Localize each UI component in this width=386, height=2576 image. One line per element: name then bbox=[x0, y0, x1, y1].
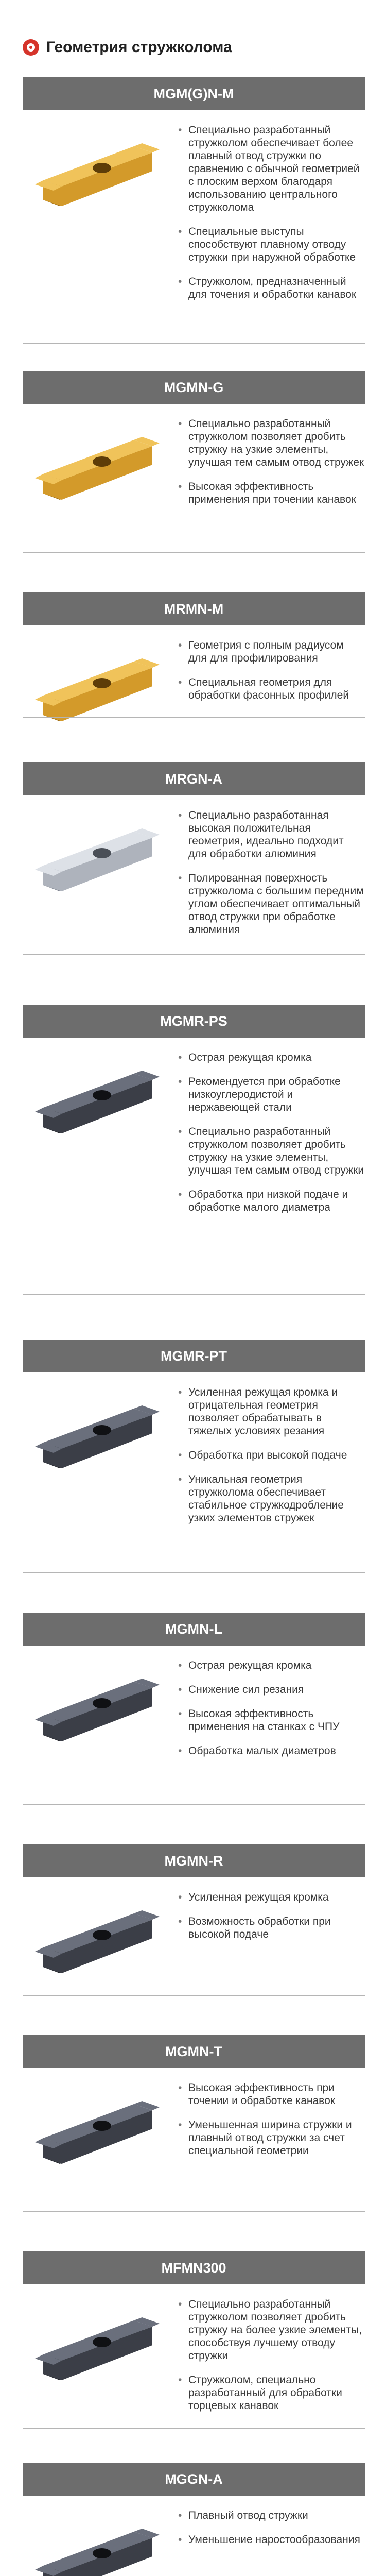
section-mgmr-pt bbox=[23, 1340, 365, 1577]
feature-list bbox=[177, 2284, 365, 2424]
section-title: MRMN-M bbox=[164, 601, 224, 617]
gold-grooving-insert-icon bbox=[23, 625, 177, 713]
feature-item: • Уменьшенная ширина стружки и плавный отвод стружки за счет специальной геометрии bbox=[177, 2119, 365, 2157]
section-title: MRGN-A bbox=[165, 771, 222, 787]
section-divider bbox=[23, 1995, 365, 1996]
section-body bbox=[23, 1877, 365, 1952]
section-mgmn-t bbox=[23, 2035, 365, 2215]
section-title-bar bbox=[23, 762, 365, 795]
section-mggn-a bbox=[23, 2463, 365, 2546]
gold-grooving-insert-icon bbox=[23, 110, 177, 312]
section-title: MGMR-PS bbox=[160, 1013, 227, 1029]
feature-item: • Специально разработанный стружколом обеспечивает более плавный отвод стружки по сравнению с обычной геометрией с плоским верхом благодаря использованию центрального стружколома bbox=[177, 124, 365, 214]
section-title: MGMN-R bbox=[164, 1853, 223, 1869]
dark-grooving-insert-icon bbox=[23, 2284, 177, 2424]
feature-item: • Специально разработанный стружколом позволяет дробить стружку на узкие элементы, улучшая тем самым отвод стружек bbox=[177, 417, 365, 469]
feature-item: • Усиленная режущая кромка bbox=[177, 1891, 365, 1904]
gold-grooving-insert-icon bbox=[23, 404, 177, 517]
section-mrmn-m bbox=[23, 592, 365, 721]
target-bullet-icon bbox=[23, 39, 39, 56]
section-body bbox=[23, 625, 365, 713]
feature-item: • Возможность обработки при высокой подаче bbox=[177, 1915, 365, 1941]
feature-item: • Обработка при высокой подаче bbox=[177, 1449, 365, 1462]
section-title: MGMN-G bbox=[164, 379, 224, 395]
feature-item: • Острая режущая кромка bbox=[177, 1051, 365, 1064]
feature-item: • Снижение сил резания bbox=[177, 1683, 365, 1696]
feature-item: • Усиленная режущая кромка и отрицательная геометрия позволяет обрабатывать в тяжелых условиях резания bbox=[177, 1386, 365, 1437]
dark-grooving-insert-icon bbox=[23, 2496, 177, 2557]
section-mgmn-l bbox=[23, 1613, 365, 1808]
section-divider bbox=[23, 717, 365, 718]
dark-grooving-insert-icon bbox=[23, 1646, 177, 1769]
section-body bbox=[23, 2068, 365, 2168]
feature-item: • Специально разработанный стружколом позволяет дробить стружку на узкие элементы, улучшая тем самым отвод стружки bbox=[177, 1125, 365, 1177]
section-title-bar bbox=[23, 592, 365, 625]
page-header bbox=[23, 37, 232, 58]
section-title-bar bbox=[23, 1613, 365, 1646]
feature-item: • Высокая эффективность применения на станках с ЧПУ bbox=[177, 1707, 365, 1733]
section-mgmr-ps bbox=[23, 1005, 365, 1298]
dark-grooving-insert-icon bbox=[23, 2068, 177, 2168]
section-body bbox=[23, 2496, 365, 2557]
section-mgmn-g bbox=[23, 371, 365, 556]
feature-item: • Высокая эффективность применения при точении канавок bbox=[177, 480, 365, 506]
section-body bbox=[23, 2284, 365, 2424]
section-body bbox=[23, 110, 365, 312]
feature-item: • Рекомендуется при обработке низкоуглеродистой и нержавеющей стали bbox=[177, 1075, 365, 1114]
feature-list bbox=[177, 625, 365, 713]
section-divider bbox=[23, 1804, 365, 1805]
feature-item: • Полированная поверхность стружколома с большим передним углом обеспечивает оптимальный отвод стружки при обработке алюминия bbox=[177, 872, 365, 936]
feature-list bbox=[177, 1372, 365, 1536]
section-title-bar bbox=[23, 1340, 365, 1372]
section-title-bar bbox=[23, 1005, 365, 1038]
section-title-bar bbox=[23, 2035, 365, 2068]
section-mrgn-a bbox=[23, 762, 365, 958]
section-mfmn300 bbox=[23, 2251, 365, 2432]
feature-list bbox=[177, 110, 365, 312]
feature-item: • Обработка при низкой подаче и обработке малого диаметра bbox=[177, 1188, 365, 1214]
section-title: MGMR-PT bbox=[161, 1348, 227, 1364]
feature-list bbox=[177, 795, 365, 947]
section-divider bbox=[23, 343, 365, 344]
section-title: MGGN-A bbox=[165, 2471, 223, 2487]
feature-item: • Обработка малых диаметров bbox=[177, 1744, 365, 1757]
section-body bbox=[23, 1646, 365, 1769]
section-title: MGM(G)N-M bbox=[153, 86, 234, 101]
section-title-bar bbox=[23, 2463, 365, 2496]
section-divider bbox=[23, 954, 365, 955]
dark-grooving-insert-icon bbox=[23, 1038, 177, 1225]
feature-item: • Специальная геометрия для обработки фасонных профилей bbox=[177, 676, 365, 702]
section-title-bar bbox=[23, 371, 365, 404]
section-body bbox=[23, 1372, 365, 1536]
feature-item: • Плавный отвод стружки bbox=[177, 2509, 365, 2522]
feature-item: • Высокая эффективность при точении и обработке канавок bbox=[177, 2081, 365, 2107]
feature-item: • Стружколом, предназначенный для точения и обработки канавок bbox=[177, 275, 365, 301]
dark-grooving-insert-icon bbox=[23, 1877, 177, 1952]
feature-item: • Специально разработанный стружколом позволяет дробить стружку на более узкие элементы, способствуя лучшему отводу стружки bbox=[177, 2298, 365, 2362]
dark-grooving-insert-icon bbox=[23, 1372, 177, 1536]
feature-item: • Уменьшение наростообразования bbox=[177, 2533, 365, 2546]
feature-list bbox=[177, 1877, 365, 1952]
section-divider bbox=[23, 1572, 365, 1573]
section-body bbox=[23, 404, 365, 517]
section-title-bar bbox=[23, 77, 365, 110]
section-title-bar bbox=[23, 2251, 365, 2284]
feature-item: • Геометрия с полным радиусом для для профилирования bbox=[177, 639, 365, 665]
page-title: Геометрия стружколома bbox=[46, 39, 232, 56]
feature-list bbox=[177, 1646, 365, 1769]
section-body bbox=[23, 1038, 365, 1225]
section-body bbox=[23, 795, 365, 947]
feature-list bbox=[177, 2068, 365, 2168]
section-divider bbox=[23, 2211, 365, 2212]
section-mgm-g-n-m bbox=[23, 77, 365, 343]
feature-item: • Стружколом, специально разработанный для обработки торцевых канавок bbox=[177, 2374, 365, 2412]
feature-item: • Уникальная геометрия стружколома обеспечивает стабильное стружкодробление узких элементов стружек bbox=[177, 1473, 365, 1524]
silver-grooving-insert-icon bbox=[23, 795, 177, 947]
section-divider bbox=[23, 2428, 365, 2429]
section-title-bar bbox=[23, 1844, 365, 1877]
feature-item: • Острая режущая кромка bbox=[177, 1659, 365, 1672]
section-mgmn-r bbox=[23, 1844, 365, 1999]
section-title: MGMN-L bbox=[165, 1621, 222, 1637]
section-divider bbox=[23, 1294, 365, 1295]
section-title: MGMN-T bbox=[165, 2043, 222, 2059]
section-title: MFMN300 bbox=[161, 2260, 226, 2276]
feature-list bbox=[177, 2496, 365, 2557]
section-divider bbox=[23, 552, 365, 553]
feature-item: • Специальные выступы способствуют плавному отводу стружки при наружной обработке bbox=[177, 225, 365, 264]
feature-item: • Специально разработанная высокая положительная геометрия, идеально подходит для обработки алюминия bbox=[177, 809, 365, 860]
feature-list bbox=[177, 404, 365, 517]
feature-list bbox=[177, 1038, 365, 1225]
